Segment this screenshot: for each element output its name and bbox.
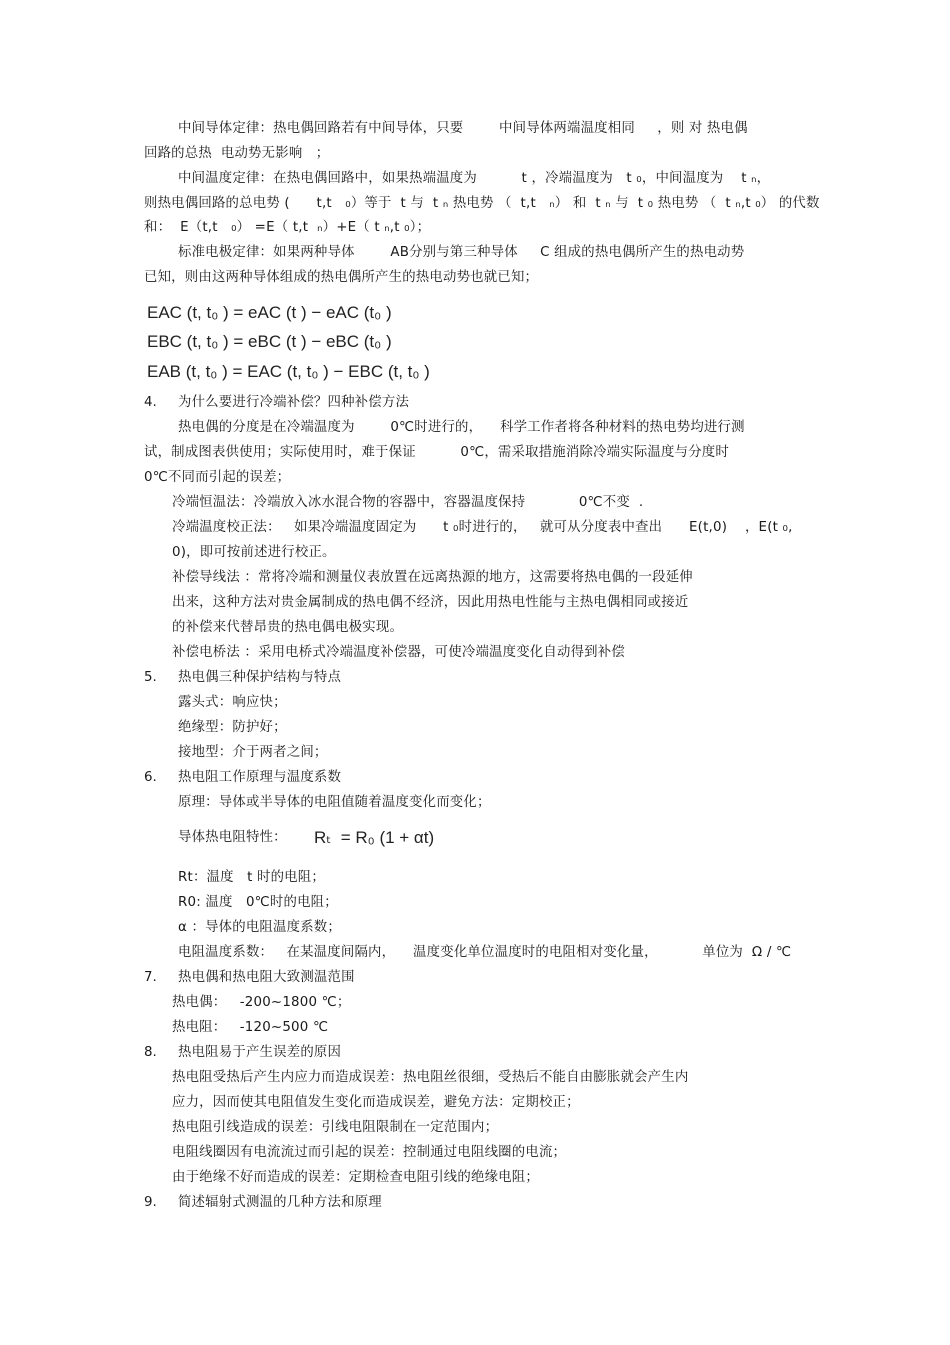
question-number: 8. [144,1045,157,1060]
paragraph-line: 0℃不同而引起的误差； [144,470,291,485]
paragraph-line: 热电阻引线造成的误差：引线电阻限制在一定范围内； [172,1120,499,1135]
resistance-formula: Rₜ = R₀ (1 + αt) [314,828,435,847]
characteristic-label: 导体热电阻特性： [178,830,287,845]
question-title: 热电阻易于产生误差的原因 [178,1045,342,1060]
equation-eac: EAC (t, t₀ ) = eAC (t ) − eAC (t₀ ) [147,303,392,322]
equation-eab: EAB (t, t₀ ) = EAC (t, t₀ ) − EBC (t, t₀ ) [147,362,430,381]
paragraph-line: 原理：导体或半导体的电阻值随着温度变化而变化； [178,795,491,810]
paragraph-line: 补偿导线法 ：常将冷端和测量仪表放置在远离热源的地方，这需要将热电偶的一段延伸 [172,570,693,585]
paragraph-line: 冷端恒温法：冷端放入冰水混合物的容器中，容器温度保持 0℃不变 . [172,495,644,510]
paragraph-line: 热电偶的分度是在冷端温度为 0℃时进行的， 科学工作者将各种材料的热电势均进行测 [178,420,745,435]
paragraph-line: 接地型：介于两者之间； [178,745,328,760]
paragraph-line: 回路的总热 电动势无影响 ； [144,146,330,161]
paragraph-line: 试，制成图表供使用；实际使用时，难于保证 0℃，需采取措施消除冷端实际温度与分度时 [144,445,729,460]
question-number: 4. [144,395,157,410]
question-title: 热电阻工作原理与温度系数 [178,770,342,785]
paragraph-line: 露头式：响应快； [178,695,287,710]
paragraph-line: Rt：温度 t 时的电阻； [178,870,325,885]
question-number: 6. [144,770,157,785]
paragraph-line: 电阻温度系数： 在某温度间隔内， 温度变化单位温度时的电阻相对变化量， 单位为 Ω / ℃ [178,945,792,960]
question-title: 热电偶三种保护结构与特点 [178,670,342,685]
paragraph-line: 电阻线圈因有电流流过而引起的误差：控制通过电阻线圈的电流； [172,1145,567,1160]
paragraph-line: 和： E（t,t ₀） =E（ t,t ₙ）+E（ t ₙ,t ₀）； [144,220,431,235]
question-title: 简述辐射式测温的几种方法和原理 [178,1195,382,1210]
paragraph-line: R0: 温度 0℃时的电阻； [178,895,338,910]
paragraph-line: α ：导体的电阻温度系数； [178,920,341,935]
paragraph-line: 标准电极定律：如果两种导体 AB分别与第三种导体 C 组成的热电偶所产生的热电动势 [178,245,745,260]
paragraph-line: 绝缘型：防护好； [178,720,287,735]
paragraph-line: 冷端温度校正法： 如果冷端温度固定为 t ₀时进行的， 就可从分度表中查出 E(t,0) ，E(t ₀, [172,520,793,535]
paragraph-line: 热电阻： -120~500 ℃ [172,1020,329,1035]
paragraph-line: 0)，即可按前述进行校正。 [172,545,336,560]
paragraph-line: 热电阻受热后产生内应力而造成误差：热电阻丝很细，受热后不能自由膨胀就会产生内 [172,1070,689,1085]
question-title: 为什么要进行冷端补偿？四种补偿方法 [178,395,410,410]
question-title: 热电偶和热电阻大致测温范围 [178,970,355,985]
paragraph-line: 的补偿来代替昂贵的热电偶电极实现。 [172,620,404,635]
question-number: 7. [144,970,157,985]
paragraph-line: 中间温度定律：在热电偶回路中，如果热端温度为 t ，冷端温度为 t ₀，中间温度为 t ₙ， [178,171,771,186]
paragraph-line: 补偿电桥法 ：采用电桥式冷端温度补偿器，可使冷端温度变化自动得到补偿 [172,645,625,660]
paragraph-line: 已知，则由这两种导体组成的热电偶所产生的热电动势也就已知； [144,270,539,285]
paragraph-line: 应力，因而使其电阻值发生变化而造成误差，避免方法：定期校正； [172,1095,580,1110]
question-number: 9. [144,1195,157,1210]
paragraph-line: 由于绝缘不好而造成的误差：定期检查电阻引线的绝缘电阻； [172,1170,539,1185]
paragraph-line: 中间导体定律：热电偶回路若有中间导体，只要 中间导体两端温度相同 ，则 对 热电偶 [178,121,748,136]
question-number: 5. [144,670,157,685]
paragraph-line: 出来，这种方法对贵金属制成的热电偶不经济，因此用热电性能与主热电偶相同或接近 [172,595,689,610]
paragraph-line: 则热电偶回路的总电势 ( t,t ₀）等于 t 与 t ₙ 热电势 （ t,t ₙ） 和 t ₙ 与 t ₀ 热电势 （ t ₙ,t ₀） 的代数 [144,196,820,211]
paragraph-line: 热电偶： -200~1800 ℃； [172,995,351,1010]
equation-ebc: EBC (t, t₀ ) = eBC (t ) − eBC (t₀ ) [147,332,392,351]
